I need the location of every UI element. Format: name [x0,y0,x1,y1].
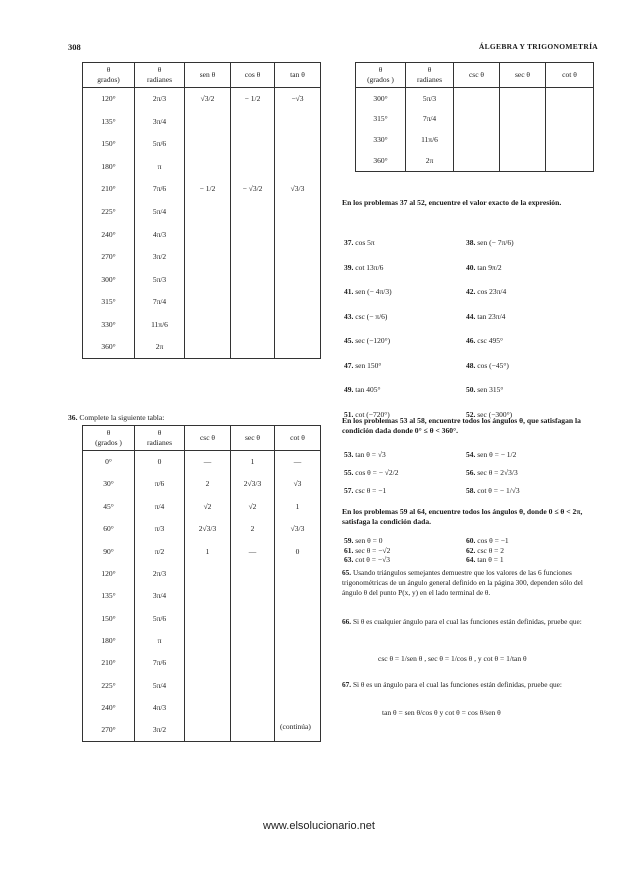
table-cell: 330° [356,130,406,151]
table-cell [231,630,275,652]
table-cell [185,200,231,223]
problem-number: 36. [68,413,78,422]
table-cell [185,607,231,629]
table-cell: 120° [83,88,135,111]
table-cell [275,607,321,629]
table-cell: 2√3/3 [231,473,275,495]
table-cell: 5π/6 [135,607,185,629]
table-cell: 3π/2 [135,719,185,741]
problem-item [344,536,382,546]
table-cell: 210° [83,652,135,674]
table-row [83,178,321,201]
table-cell: 90° [83,540,135,562]
problem-expression: sen (− 4π/3) [355,287,392,296]
table-cell [231,291,275,314]
table-row [83,473,321,495]
table-row [83,607,321,629]
table-row [83,336,321,359]
table-cell: √3/3 [275,178,321,201]
table-row [83,652,321,674]
table-cell: −√3 [275,88,321,111]
problem-number: 40. [466,262,476,272]
table-cell: — [275,451,321,473]
problem-number: 42. [466,287,476,296]
column-header: sec θ [231,426,275,451]
table-cell: 5π/4 [135,674,185,696]
table-cell: 45° [83,495,135,517]
table-cell: 300° [356,88,406,109]
table-cell: π/6 [135,473,185,495]
table-cell: 2π [406,151,454,172]
table-cell [275,133,321,156]
table-cell [231,223,275,246]
problem-expression: cot (−720°) [355,409,390,419]
problem-item [344,263,383,273]
table-cell: 270° [83,246,135,269]
problem-67 [342,680,600,690]
problem-number: 44. [466,311,476,321]
problem-number: 56. [466,468,476,477]
column-header: θ (grados ) [83,426,135,451]
column-header: θ grados) [83,63,135,88]
problem-item [466,450,516,460]
table-cell [185,268,231,291]
table-cell: 5π/6 [135,133,185,156]
table-cell [185,133,231,156]
table-cell: 11π/6 [406,130,454,151]
table-row [83,697,321,719]
table-cell: 2 [231,518,275,540]
problem-expression: cos 5π [355,238,375,247]
problem-number: 57. [344,486,354,495]
problem-item [344,450,386,460]
problem-item [344,238,375,248]
table-cell: 225° [83,674,135,696]
table-cell: π [135,155,185,178]
table-cell [500,88,546,109]
table-cell: 1 [185,540,231,562]
formula-66: csc θ = 1/sen θ , sec θ = 1/cos θ , y cot θ = 1/tan θ [378,654,527,663]
table-cell [546,109,594,130]
table-cell [275,697,321,719]
problem-number: 51. [344,409,354,419]
table-cell [275,336,321,359]
table-cell [231,652,275,674]
table-row [83,562,321,584]
problem-65 [342,568,600,598]
table-cell: π/4 [135,495,185,517]
table-row [83,495,321,517]
table-cell [231,110,275,133]
section-59-64-heading: En los problemas 59 al 64, encuentre todos los ángulos θ, donde 0 ≤ θ < 2π, satisfaga la condición dada. [342,507,583,526]
problem-66 [342,617,600,627]
table-cell: 360° [83,336,135,359]
table-cell [275,200,321,223]
table-cell: 1 [275,495,321,517]
table-cell: 2π [135,336,185,359]
problem-item [344,385,381,395]
table-cell [231,268,275,291]
problem-number: 59. [344,536,354,545]
table-cell [185,585,231,607]
problem-expression: sen θ = − 1/2 [477,450,517,459]
problem-number: 65. [342,568,352,577]
problem-item [466,336,503,346]
column-header: cot θ [546,63,594,88]
table-cell: √3/2 [185,88,231,111]
problem-expression: sec θ = −√2 [355,545,391,555]
column-header: sen θ [185,63,231,88]
problem-expression: tan 405° [355,385,381,394]
table-header-row [356,63,594,88]
problem-number: 67. [342,680,352,689]
table-row [83,674,321,696]
table-cell: 240° [83,223,135,246]
table-cell: 11π/6 [135,313,185,336]
column-header: θ (grados ) [356,63,406,88]
table-row [83,200,321,223]
table-cell [231,313,275,336]
table-cell: 60° [83,518,135,540]
table-cell: 4π/3 [135,223,185,246]
continued-note: (continúa) [280,722,311,731]
table-cell [500,109,546,130]
problem-number: 50. [466,385,476,394]
column-header: csc θ [454,63,500,88]
problem-expression: csc 495° [477,336,503,345]
table-cell: − √3/2 [231,178,275,201]
table-cell: π [135,630,185,652]
table-cell: 30° [83,473,135,495]
problem-item [344,468,399,478]
problem-number: 60. [466,536,476,545]
table-cell [231,133,275,156]
problem-item [344,555,390,565]
trig-table-2 [355,62,594,172]
column-header: θ radianes [135,426,185,451]
table-cell [185,313,231,336]
problem-number: 45. [344,336,354,345]
table-cell: 7π/6 [135,652,185,674]
formula-67: tan θ = sen θ/cos θ y cot θ = cos θ/sen θ [382,708,501,717]
problem-item [466,468,518,478]
table-cell: 2π/3 [135,562,185,584]
table-cell: 1 [231,451,275,473]
problem-item [344,287,392,297]
problem-expression: sec (−120°) [355,336,391,345]
problem-expression: sen θ = 0 [355,536,383,545]
table-cell: 0° [83,451,135,473]
table-row [356,88,594,109]
problem-expression: tan 23π/4 [477,311,506,321]
table-cell: 225° [83,200,135,223]
table-cell: 5π/3 [406,88,454,109]
problem-number: 64. [466,555,476,564]
problem-expression: tan θ = √3 [355,450,386,459]
problem-item [344,546,390,556]
table-row [83,630,321,652]
column-header: tan θ [275,63,321,88]
table-cell: 7π/6 [135,178,185,201]
table-cell [275,313,321,336]
table-cell: 2 [185,473,231,495]
table-cell: 3π/4 [135,585,185,607]
problem-number: 48. [466,360,476,370]
problem-item [466,536,509,546]
column-header: cos θ [231,63,275,88]
problem-expression: sen (− 7π/6) [477,238,514,247]
table-cell [454,109,500,130]
table-cell: 7π/4 [406,109,454,130]
table-cell [546,88,594,109]
table-cell: 5π/4 [135,200,185,223]
table-cell: √3/3 [275,518,321,540]
table-row [356,109,594,130]
problem-expression: cot 13π/6 [355,262,384,272]
table-cell [185,336,231,359]
table-row [83,246,321,269]
table-cell: 0 [275,540,321,562]
problem-item [466,312,505,322]
table-cell [231,336,275,359]
problem-expression: csc θ = −1 [355,486,387,495]
table-row [83,88,321,111]
column-header: θ radianes [406,63,454,88]
problem-item [344,312,387,322]
problem-number: 58. [466,486,476,495]
table-cell: − 1/2 [231,88,275,111]
table-cell [546,151,594,172]
table-row [83,518,321,540]
problem-number: 49. [344,385,354,394]
table-cell: 135° [83,585,135,607]
problem-expression: tan 9π/2 [477,262,502,272]
problem-expression: cos 23π/4 [477,287,507,296]
problem-expression: sec (−300°) [477,409,513,419]
problem-item [466,486,520,496]
problem-text: Complete la siguiente tabla: [79,413,165,422]
table-cell: 0 [135,451,185,473]
table-cell [231,607,275,629]
problem-expression: cos θ = −1 [477,536,509,545]
problem-number: 55. [344,468,354,477]
problem-item [344,361,381,371]
table-cell [231,697,275,719]
table-row [356,151,594,172]
trig-table-1 [82,62,321,359]
table-cell: − 1/2 [185,178,231,201]
problem-number: 53. [344,450,354,459]
problem-item [344,486,386,496]
table-cell [454,88,500,109]
problem-item [466,555,504,565]
table-cell: 2π/3 [135,88,185,111]
table-cell: 240° [83,697,135,719]
table-cell: √3 [275,473,321,495]
table-cell [454,130,500,151]
table-cell [275,223,321,246]
column-header: sec θ [500,63,546,88]
table-cell [275,585,321,607]
table-cell [275,630,321,652]
table-row [83,155,321,178]
table-cell [185,719,231,741]
table-cell [231,585,275,607]
table-cell [185,697,231,719]
problem-item [466,546,504,556]
footer-site: www.elsolucionario.net [263,820,375,832]
table-cell: π/2 [135,540,185,562]
table-cell [231,562,275,584]
table-cell [231,155,275,178]
problem-item [466,238,514,248]
problem-number: 43. [344,311,354,321]
table-cell [185,652,231,674]
table-cell [185,674,231,696]
table-cell: 7π/4 [135,291,185,314]
problem-item [466,287,506,297]
table-cell: 5π/3 [135,268,185,291]
problem-number: 39. [344,262,354,272]
problem-text: Usando triángulos semejantes demuestre que los valores de las 6 funciones trigonométricas de un ángulo general definido en la página 300, dependen sólo del ángulo θ del punto P(x, y) en el lado terminal de θ. [342,568,583,597]
table-cell [185,246,231,269]
table-cell [185,291,231,314]
problem-number: 46. [466,336,476,345]
table-row [83,223,321,246]
problem-number: 61. [344,545,354,555]
table-cell [500,130,546,151]
table-cell [231,674,275,696]
problem-expression: cos θ = − √2/2 [355,468,399,477]
table-cell [185,110,231,133]
table-cell [454,151,500,172]
table-cell [275,246,321,269]
table-cell [231,719,275,741]
table-cell: 210° [83,178,135,201]
table-cell: 180° [83,155,135,178]
table-row [83,585,321,607]
column-header: θ radianes [135,63,185,88]
table-cell: 180° [83,630,135,652]
problem-number: 62. [466,545,476,555]
table-cell [275,674,321,696]
table-cell [231,200,275,223]
problem-item [466,385,503,395]
table-header-row [83,426,321,451]
problem-number: 52. [466,409,476,419]
table-cell: 315° [83,291,135,314]
column-header: cot θ [275,426,321,451]
table-cell: √2 [231,495,275,517]
problem-expression: cot θ = −√3 [355,555,390,564]
problem-number: 54. [466,450,476,459]
column-header: csc θ [185,426,231,451]
table-cell: √2 [185,495,231,517]
table-cell [185,630,231,652]
table-cell: 2√3/3 [185,518,231,540]
table-row [83,313,321,336]
table-row [83,133,321,156]
table-cell [275,291,321,314]
problem-expression: cos (−45°) [477,360,509,370]
table-cell [275,562,321,584]
table-cell [500,151,546,172]
problem-number: 38. [466,238,476,247]
table-cell: 270° [83,719,135,741]
table-cell: 315° [356,109,406,130]
table-cell [185,562,231,584]
table-row [83,451,321,473]
table-cell [275,268,321,291]
table-row [83,291,321,314]
problem-text: Si θ es un ángulo para el cual las funciones están definidas, pruebe que: [352,680,562,689]
problem-item [466,361,509,371]
problem-expression: tan θ = 1 [477,555,504,564]
table-cell: 150° [83,607,135,629]
problem-expression: csc (− π/6) [355,311,388,321]
problem-expression: sen 315° [477,385,504,394]
table-cell [275,155,321,178]
problem-36 [68,413,164,422]
problem-number: 41. [344,287,354,296]
table-cell [275,652,321,674]
problem-number: 47. [344,360,354,370]
problem-item [466,263,502,273]
problem-number: 63. [344,555,354,564]
table-cell: — [185,451,231,473]
problem-number: 37. [344,238,354,247]
table-cell [275,110,321,133]
problem-expression: csc θ = 2 [477,545,505,555]
table-row [83,540,321,562]
page-number: 308 [68,42,81,52]
table-cell: 3π/2 [135,246,185,269]
table-header-row [83,63,321,88]
table-cell: 360° [356,151,406,172]
table-cell: 4π/3 [135,697,185,719]
running-title: ÁLGEBRA Y TRIGONOMETRÍA [478,42,598,51]
problem-expression: sen 150° [355,360,382,370]
table-cell [185,155,231,178]
table-row [83,268,321,291]
table-cell: 330° [83,313,135,336]
table-cell [546,130,594,151]
table-cell: 135° [83,110,135,133]
section-37-52-heading: En los problemas 37 al 52, encuentre el valor exacto de la expresión. [342,198,562,207]
table-cell: 3π/4 [135,110,185,133]
table-cell [231,246,275,269]
table-cell: π/3 [135,518,185,540]
table-row [83,110,321,133]
table-cell: 150° [83,133,135,156]
problem-number: 66. [342,617,352,626]
problem-text: Si θ es cualquier ángulo para el cual las funciones están definidas, pruebe que: [352,617,582,626]
problem-expression: cot θ = − 1/√3 [477,486,520,495]
problem-expression: sec θ = 2√3/3 [477,468,518,477]
table-cell: 120° [83,562,135,584]
problem-item [344,336,390,346]
trig-table-3 [82,425,321,742]
table-cell: 300° [83,268,135,291]
table-row [356,130,594,151]
table-cell [185,223,231,246]
section-53-58-heading: En los problemas 53 al 58, encuentre todos los ángulos θ, que satisfagan la condición dada donde 0° ≤ θ < 360°. [342,416,581,435]
table-cell: — [231,540,275,562]
